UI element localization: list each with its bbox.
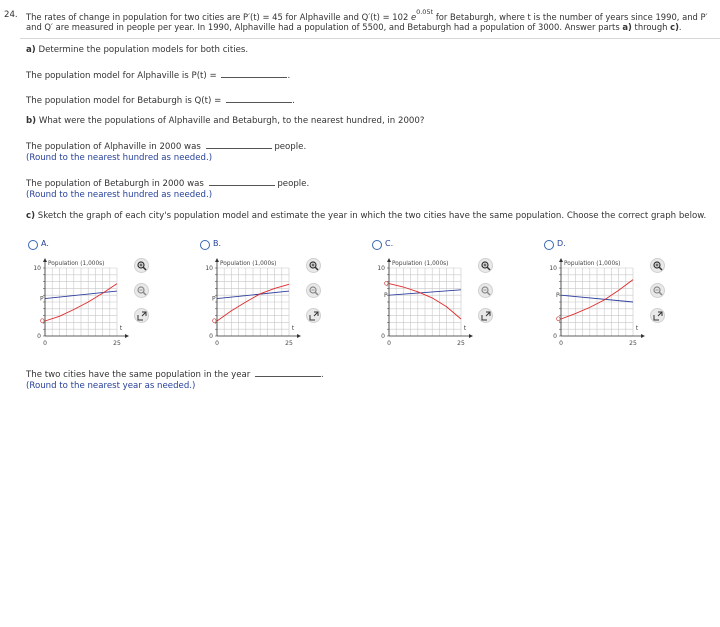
zoom-out-icon: [653, 286, 663, 296]
question-line-2-a: and Q′ are measured in people per year. In 1990, Alphaville had a population of 5500, and Betaburgh had a population of 3000. Answer parts: [26, 22, 620, 32]
part-c-label: c): [26, 211, 36, 221]
option-letter: A.: [41, 239, 49, 248]
part-a-alpha-row: [26, 68, 290, 81]
zoom-in-button[interactable]: [134, 258, 149, 273]
beta-model-input[interactable]: [226, 93, 292, 103]
t-label: t: [463, 325, 467, 332]
unit-people: people.: [274, 142, 307, 152]
option-letter: D.: [557, 239, 566, 248]
y-tick-label-top: 10: [205, 265, 213, 272]
question-line-1-b: for Betaburgh, where t is the number of years since 1990, and P′: [435, 11, 708, 22]
x-tick-label-zero: 0: [387, 340, 391, 346]
x-tick-label-zero: 0: [43, 340, 47, 346]
y-axis-label: Population (1,000s): [392, 261, 449, 267]
zoom-out-button[interactable]: [134, 283, 149, 298]
y-axis-label: Population (1,000s): [564, 261, 621, 267]
graph-option-d[interactable]: [544, 238, 654, 350]
year-round-hint: (Round to the nearest year as needed.): [26, 381, 196, 391]
option-letter: C.: [385, 239, 394, 248]
t-label: t: [119, 325, 123, 332]
beta-model-prompt: The population model for Betaburgh is Q(t) =: [26, 96, 222, 106]
zoom-out-icon: [481, 286, 491, 296]
parts-c-ref: c): [670, 22, 679, 32]
part-c-text: Sketch the graph of each city's population model and estimate the year in which the two cities have the same population. Choose the correct graph below.: [37, 211, 707, 221]
beta-round-hint: (Round to the nearest hundred as needed.): [26, 190, 213, 200]
population-graph: [200, 254, 310, 346]
zoom-in-icon: [137, 261, 147, 271]
y-axis-arrow: [215, 258, 219, 262]
alpha-model-input[interactable]: [221, 68, 287, 78]
part-a-heading: [26, 45, 248, 55]
graph-option-a[interactable]: [28, 238, 138, 350]
p-label: P: [384, 292, 388, 300]
expand-icon: [653, 311, 663, 321]
part-c-heading: [26, 211, 706, 221]
y-tick-label-zero: 0: [209, 333, 213, 340]
question-line-2: [26, 22, 682, 32]
beta-population-prompt: The population of Betaburgh in 2000 was: [26, 179, 204, 189]
x-axis-arrow: [641, 334, 645, 338]
population-graph: [372, 254, 482, 346]
y-tick-label-top: 10: [33, 265, 41, 272]
zoom-out-button[interactable]: [650, 283, 665, 298]
zoom-in-icon: [653, 261, 663, 271]
period: .: [287, 71, 291, 81]
part-b-beta-row: [26, 176, 309, 189]
q-label: Q: [556, 316, 561, 323]
x-tick-label-end: 25: [629, 340, 637, 346]
expand-icon: [137, 311, 147, 321]
alpha-population-input[interactable]: [206, 139, 272, 149]
p-label: P: [556, 292, 560, 300]
y-axis-label: Population (1,000s): [48, 261, 105, 267]
q-label: Q: [40, 318, 45, 326]
zoom-in-button[interactable]: [306, 258, 321, 273]
x-tick-label-zero: 0: [215, 340, 219, 346]
exponent: 0.05t: [416, 8, 434, 16]
graph-option-c[interactable]: [372, 238, 482, 350]
graph-option-b[interactable]: [200, 238, 310, 350]
part-c-year-row: [26, 367, 324, 380]
t-label: t: [635, 325, 639, 332]
population-graph: [544, 254, 654, 346]
part-b-label: b): [26, 116, 37, 126]
part-b-alpha-row: [26, 139, 306, 152]
y-axis-label: Population (1,000s): [220, 261, 277, 267]
year-prompt: The two cities have the same population in the year: [26, 370, 251, 380]
zoom-in-icon: [309, 261, 319, 271]
divider: [20, 38, 720, 39]
alpha-model-prompt: The population model for Alphaville is P(t) =: [26, 71, 217, 81]
x-axis-arrow: [125, 334, 129, 338]
radio-button[interactable]: [200, 240, 210, 250]
zoom-out-button[interactable]: [478, 283, 493, 298]
y-axis-arrow: [387, 258, 391, 262]
y-tick-label-zero: 0: [37, 333, 41, 340]
x-tick-label-end: 25: [113, 340, 121, 346]
p-label: P: [40, 295, 44, 303]
population-graph: [28, 254, 138, 346]
y-axis-arrow: [559, 258, 563, 262]
alpha-population-prompt: The population of Alphaville in 2000 was: [26, 142, 201, 152]
q-label: Q: [212, 318, 217, 326]
x-tick-label-end: 25: [457, 340, 465, 346]
expand-button[interactable]: [134, 308, 149, 323]
zoom-in-button[interactable]: [478, 258, 493, 273]
alpha-round-hint: (Round to the nearest hundred as needed.): [26, 153, 213, 163]
period: .: [292, 96, 295, 106]
zoom-in-icon: [481, 261, 491, 271]
radio-button[interactable]: [372, 240, 382, 250]
part-a-text: Determine the population models for both cities.: [38, 45, 249, 55]
unit-people: people.: [277, 179, 310, 189]
radio-button[interactable]: [544, 240, 554, 250]
y-tick-label-zero: 0: [553, 333, 557, 340]
parts-a-ref: a): [622, 22, 632, 32]
question-line-1: [26, 10, 707, 22]
radio-button[interactable]: [28, 240, 38, 250]
x-axis-arrow: [469, 334, 473, 338]
x-tick-label-zero: 0: [559, 340, 563, 346]
expand-button[interactable]: [306, 308, 321, 323]
t-label: t: [291, 325, 295, 332]
expand-icon: [309, 311, 319, 321]
year-input[interactable]: [255, 367, 321, 377]
period: .: [678, 22, 682, 32]
part-b-text: What were the populations of Alphaville and Betaburgh, to the nearest hundred, in 2000?: [38, 116, 425, 126]
expand-button[interactable]: [650, 308, 665, 323]
part-b-heading: [26, 116, 424, 126]
zoom-in-button[interactable]: [650, 258, 665, 273]
option-letter: B.: [213, 239, 222, 248]
part-a-beta-row: [26, 93, 295, 106]
zoom-out-icon: [137, 286, 147, 296]
expand-icon: [481, 311, 491, 321]
y-tick-label-zero: 0: [381, 333, 385, 340]
part-a-label: a): [26, 45, 36, 55]
p-label: P: [212, 295, 216, 303]
zoom-out-button[interactable]: [306, 283, 321, 298]
period: .: [321, 370, 324, 380]
y-tick-label-top: 10: [377, 265, 385, 272]
x-tick-label-end: 25: [285, 340, 293, 346]
e-symbol: e: [410, 11, 417, 22]
expand-button[interactable]: [478, 308, 493, 323]
q-label: Q: [384, 280, 389, 288]
beta-population-input[interactable]: [209, 176, 275, 186]
question-number: 24.: [4, 10, 18, 20]
y-tick-label-top: 10: [549, 265, 557, 272]
zoom-out-icon: [309, 286, 319, 296]
x-axis-arrow: [297, 334, 301, 338]
through-word: through: [634, 22, 668, 32]
question-line-1-a: The rates of change in population for two cities are P′(t) = 45 for Alphaville and Q′(t) = 102: [26, 11, 409, 22]
y-axis-arrow: [43, 258, 47, 262]
